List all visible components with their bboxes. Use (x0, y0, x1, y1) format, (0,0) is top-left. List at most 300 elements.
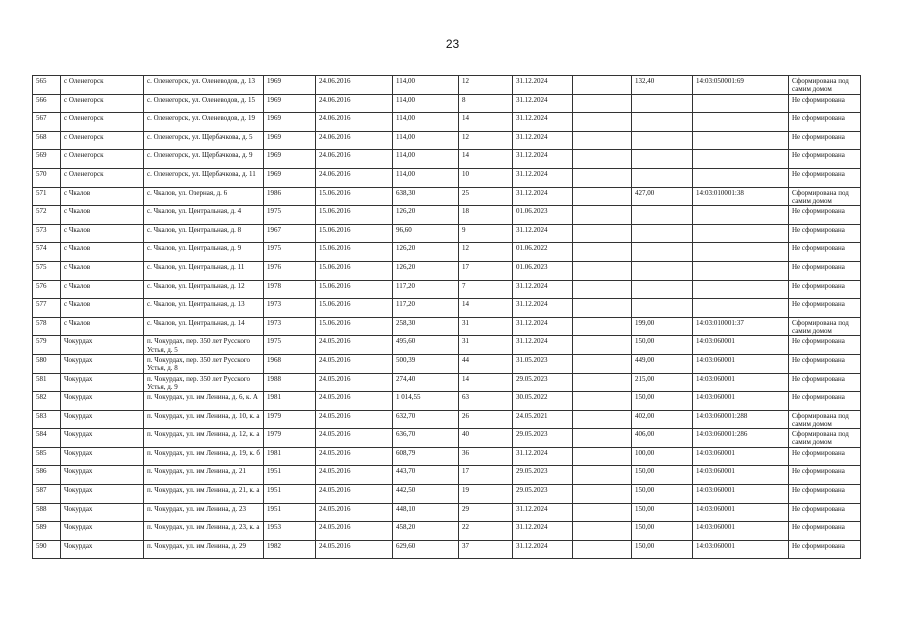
cell-residents: 14 (459, 299, 513, 318)
cell-survey-date: 24.05.2016 (316, 485, 393, 504)
cell-deadline: 30.05.2022 (513, 392, 573, 411)
cell-land-status: Не сформирована (789, 224, 861, 243)
cell-cadastral-number (693, 206, 789, 225)
cell-build-year: 1969 (264, 113, 316, 132)
cell-row-number: 580 (33, 354, 61, 373)
table-row (33, 76, 861, 95)
cell-empty-col (573, 392, 632, 411)
cell-empty-col (573, 243, 632, 262)
cell-land-status: Не сформирована (789, 503, 861, 522)
cell-settlement: с Чкалов (61, 261, 144, 280)
cell-row-number: 575 (33, 261, 61, 280)
cell-address: п. Чокурдах, пер. 350 лет Русского Устья, д. 8 (144, 354, 264, 373)
cell-build-year: 1968 (264, 354, 316, 373)
cell-cadastral-number: 14:03:060001 (693, 373, 789, 392)
cell-build-year: 1978 (264, 280, 316, 299)
cell-area: 500,39 (393, 354, 459, 373)
cell-survey-date: 24.05.2016 (316, 354, 393, 373)
cell-land-area: 150,00 (632, 392, 693, 411)
cell-survey-date: 24.05.2016 (316, 522, 393, 541)
cell-settlement: Чокурдах (61, 410, 144, 429)
cell-residents: 14 (459, 113, 513, 132)
cell-land-status: Не сформирована (789, 150, 861, 169)
cell-deadline: 29.05.2023 (513, 485, 573, 504)
cell-settlement: с Чкалов (61, 224, 144, 243)
cell-row-number: 590 (33, 540, 61, 559)
cell-settlement: Чокурдах (61, 540, 144, 559)
cell-land-area (632, 243, 693, 262)
cell-land-status: Не сформирована (789, 168, 861, 187)
cell-cadastral-number (693, 224, 789, 243)
cell-land-status: Сформирована под самим домом (789, 410, 861, 429)
cell-land-area: 150,00 (632, 540, 693, 559)
cell-deadline: 24.05.2021 (513, 410, 573, 429)
cell-land-status: Не сформирована (789, 392, 861, 411)
cell-row-number: 578 (33, 317, 61, 336)
table-row (33, 392, 861, 411)
cell-row-number: 565 (33, 76, 61, 95)
cell-build-year: 1975 (264, 336, 316, 355)
cell-empty-col (573, 150, 632, 169)
cell-build-year: 1988 (264, 373, 316, 392)
table-row (33, 224, 861, 243)
cell-build-year: 1979 (264, 410, 316, 429)
cell-settlement: Чокурдах (61, 354, 144, 373)
cell-cadastral-number (693, 131, 789, 150)
cell-empty-col (573, 354, 632, 373)
table-row (33, 131, 861, 150)
cell-survey-date: 24.05.2016 (316, 410, 393, 429)
cell-land-area: 150,00 (632, 466, 693, 485)
cell-settlement: с Чкалов (61, 280, 144, 299)
cell-land-status: Сформирована под самим домом (789, 429, 861, 448)
cell-land-status: Сформирована под самим домом (789, 317, 861, 336)
cell-cadastral-number: 14:03:060001:286 (693, 429, 789, 448)
cell-cadastral-number: 14:03:060001 (693, 354, 789, 373)
cell-deadline: 31.12.2024 (513, 336, 573, 355)
cell-deadline: 31.12.2024 (513, 224, 573, 243)
cell-cadastral-number: 14:03:050001:69 (693, 76, 789, 95)
cell-area: 632,70 (393, 410, 459, 429)
cell-row-number: 586 (33, 466, 61, 485)
cell-land-status: Сформирована под самим домом (789, 187, 861, 206)
cell-cadastral-number: 14:03:010001:37 (693, 317, 789, 336)
cell-land-area (632, 150, 693, 169)
cell-area: 117,20 (393, 299, 459, 318)
cell-settlement: Чокурдах (61, 429, 144, 448)
cell-cadastral-number: 14:03:060001 (693, 466, 789, 485)
cell-build-year: 1975 (264, 243, 316, 262)
cell-survey-date: 24.05.2016 (316, 373, 393, 392)
cell-empty-col (573, 485, 632, 504)
cell-build-year: 1982 (264, 540, 316, 559)
cell-survey-date: 24.06.2016 (316, 76, 393, 95)
cell-empty-col (573, 168, 632, 187)
cell-empty-col (573, 280, 632, 299)
cell-deadline: 31.12.2024 (513, 113, 573, 132)
table-row (33, 522, 861, 541)
cell-land-status: Не сформирована (789, 261, 861, 280)
cell-address: с. Чкалов, ул. Центральная, д. 14 (144, 317, 264, 336)
cell-row-number: 572 (33, 206, 61, 225)
cell-deadline: 31.12.2024 (513, 522, 573, 541)
cell-residents: 37 (459, 540, 513, 559)
cell-deadline: 31.12.2024 (513, 94, 573, 113)
cell-survey-date: 24.06.2016 (316, 168, 393, 187)
cell-deadline: 31.12.2024 (513, 150, 573, 169)
cell-residents: 31 (459, 336, 513, 355)
cell-residents: 36 (459, 447, 513, 466)
cell-area: 114,00 (393, 94, 459, 113)
cell-deadline: 31.12.2024 (513, 503, 573, 522)
cell-residents: 25 (459, 187, 513, 206)
cell-land-area (632, 261, 693, 280)
cell-address: с. Оленегорск, ул. Оленеводов, д. 13 (144, 76, 264, 95)
cell-empty-col (573, 317, 632, 336)
cell-deadline: 31.12.2024 (513, 299, 573, 318)
cell-survey-date: 24.05.2016 (316, 503, 393, 522)
cell-row-number: 571 (33, 187, 61, 206)
cell-land-area: 150,00 (632, 503, 693, 522)
cell-cadastral-number: 14:03:060001 (693, 485, 789, 504)
cell-address: п. Чокурдах, ул. им Ленина, д. 19, к. б (144, 447, 264, 466)
cell-land-status: Не сформирована (789, 466, 861, 485)
cell-settlement: Чокурдах (61, 373, 144, 392)
cell-empty-col (573, 410, 632, 429)
cell-address: с. Чкалов, ул. Центральная, д. 11 (144, 261, 264, 280)
cell-address: п. Чокурдах, ул. им Ленина, д. 6, к. А (144, 392, 264, 411)
table-row (33, 503, 861, 522)
cell-land-status: Не сформирована (789, 354, 861, 373)
cell-empty-col (573, 131, 632, 150)
cell-land-area (632, 113, 693, 132)
cell-settlement: Чокурдах (61, 485, 144, 504)
cell-empty-col (573, 336, 632, 355)
cell-area: 96,60 (393, 224, 459, 243)
cell-land-status: Не сформирована (789, 373, 861, 392)
cell-residents: 63 (459, 392, 513, 411)
table-row (33, 243, 861, 262)
cell-cadastral-number: 14:03:060001 (693, 540, 789, 559)
cell-residents: 44 (459, 354, 513, 373)
table-row (33, 466, 861, 485)
cell-build-year: 1973 (264, 317, 316, 336)
cell-residents: 12 (459, 76, 513, 95)
cell-settlement: с Чкалов (61, 206, 144, 225)
cell-cadastral-number: 14:03:060001 (693, 503, 789, 522)
cell-land-area: 132,40 (632, 76, 693, 95)
cell-residents: 10 (459, 168, 513, 187)
cell-address: п. Чокурдах, ул. им Ленина, д. 23, к. а (144, 522, 264, 541)
cell-row-number: 584 (33, 429, 61, 448)
cell-cadastral-number: 14:03:060001 (693, 522, 789, 541)
cell-residents: 7 (459, 280, 513, 299)
cell-address: с. Оленегорск, ул. Оленеводов, д. 15 (144, 94, 264, 113)
cell-build-year: 1967 (264, 224, 316, 243)
cell-land-status: Не сформирована (789, 113, 861, 132)
cell-empty-col (573, 299, 632, 318)
cell-address: с. Чкалов, ул. Центральная, д. 4 (144, 206, 264, 225)
table-row (33, 336, 861, 355)
table-row (33, 429, 861, 448)
cell-land-area: 427,00 (632, 187, 693, 206)
cell-address: с. Чкалов, ул. Центральная, д. 8 (144, 224, 264, 243)
cell-area: 114,00 (393, 131, 459, 150)
cell-land-status: Не сформирована (789, 485, 861, 504)
cell-row-number: 582 (33, 392, 61, 411)
cell-area: 636,70 (393, 429, 459, 448)
cell-land-area: 215,00 (632, 373, 693, 392)
table-row (33, 206, 861, 225)
cell-build-year: 1953 (264, 522, 316, 541)
cell-land-status: Не сформирована (789, 131, 861, 150)
cell-build-year: 1981 (264, 447, 316, 466)
cell-residents: 22 (459, 522, 513, 541)
cell-survey-date: 15.06.2016 (316, 206, 393, 225)
cell-land-area: 150,00 (632, 336, 693, 355)
cell-cadastral-number (693, 261, 789, 280)
cell-land-status: Сформирована под самим домом (789, 76, 861, 95)
cell-survey-date: 15.06.2016 (316, 299, 393, 318)
cell-empty-col (573, 113, 632, 132)
cell-survey-date: 24.05.2016 (316, 429, 393, 448)
cell-row-number: 581 (33, 373, 61, 392)
cell-residents: 14 (459, 150, 513, 169)
cell-address: п. Чокурдах, ул. им Ленина, д. 23 (144, 503, 264, 522)
cell-area: 448,10 (393, 503, 459, 522)
cell-land-area (632, 206, 693, 225)
cell-land-area (632, 280, 693, 299)
cell-empty-col (573, 522, 632, 541)
cell-settlement: с Чкалов (61, 187, 144, 206)
table-row (33, 280, 861, 299)
cell-cadastral-number (693, 243, 789, 262)
cell-build-year: 1951 (264, 485, 316, 504)
cell-address: с. Чкалов, ул. Центральная, д. 9 (144, 243, 264, 262)
cell-address: с. Чкалов, ул. Центральная, д. 13 (144, 299, 264, 318)
cell-address: с. Оленегорск, ул. Щербачкова, д. 9 (144, 150, 264, 169)
cell-empty-col (573, 261, 632, 280)
cell-build-year: 1973 (264, 299, 316, 318)
table-row (33, 299, 861, 318)
cell-survey-date: 24.05.2016 (316, 447, 393, 466)
cell-address: с. Оленегорск, ул. Оленеводов, д. 19 (144, 113, 264, 132)
cell-deadline: 31.12.2024 (513, 76, 573, 95)
cell-empty-col (573, 503, 632, 522)
cell-land-area (632, 224, 693, 243)
cell-survey-date: 24.06.2016 (316, 94, 393, 113)
cell-land-status: Не сформирована (789, 280, 861, 299)
cell-land-area: 150,00 (632, 522, 693, 541)
cell-residents: 19 (459, 485, 513, 504)
cell-survey-date: 15.06.2016 (316, 261, 393, 280)
cell-cadastral-number: 14:03:010001:38 (693, 187, 789, 206)
cell-residents: 9 (459, 224, 513, 243)
cell-settlement: Чокурдах (61, 336, 144, 355)
cell-address: п. Чокурдах, пер. 350 лет Русского Устья, д. 9 (144, 373, 264, 392)
cell-land-area: 150,00 (632, 485, 693, 504)
cell-land-status: Не сформирована (789, 243, 861, 262)
cell-build-year: 1969 (264, 76, 316, 95)
cell-area: 114,00 (393, 76, 459, 95)
cell-area: 442,50 (393, 485, 459, 504)
table-row (33, 540, 861, 559)
cell-deadline: 31.12.2024 (513, 317, 573, 336)
cell-deadline: 31.05.2023 (513, 354, 573, 373)
cell-residents: 18 (459, 206, 513, 225)
cell-land-status: Не сформирована (789, 522, 861, 541)
cell-land-status: Не сформирована (789, 206, 861, 225)
cell-residents: 8 (459, 94, 513, 113)
cell-area: 126,20 (393, 243, 459, 262)
cell-empty-col (573, 76, 632, 95)
cell-deadline: 29.05.2023 (513, 429, 573, 448)
table-row (33, 187, 861, 206)
cell-cadastral-number (693, 113, 789, 132)
cell-land-area (632, 299, 693, 318)
cell-land-area: 199,00 (632, 317, 693, 336)
cell-land-area: 402,00 (632, 410, 693, 429)
cell-build-year: 1986 (264, 187, 316, 206)
cell-address: с. Оленегорск, ул. Щербачкова, д. 11 (144, 168, 264, 187)
table-row (33, 410, 861, 429)
cell-empty-col (573, 540, 632, 559)
cell-land-status: Не сформирована (789, 447, 861, 466)
cell-survey-date: 24.06.2016 (316, 113, 393, 132)
cell-settlement: Чокурдах (61, 522, 144, 541)
cell-row-number: 589 (33, 522, 61, 541)
cell-land-area: 100,00 (632, 447, 693, 466)
cell-settlement: с Оленегорск (61, 113, 144, 132)
cell-area: 114,00 (393, 113, 459, 132)
cell-deadline: 01.06.2022 (513, 243, 573, 262)
cell-cadastral-number: 14:03:060001 (693, 336, 789, 355)
cell-row-number: 570 (33, 168, 61, 187)
cell-residents: 29 (459, 503, 513, 522)
cell-row-number: 566 (33, 94, 61, 113)
table-row (33, 261, 861, 280)
cell-survey-date: 24.05.2016 (316, 466, 393, 485)
cell-build-year: 1969 (264, 150, 316, 169)
cell-area: 126,20 (393, 261, 459, 280)
cell-deadline: 01.06.2023 (513, 206, 573, 225)
cell-empty-col (573, 94, 632, 113)
cell-survey-date: 24.06.2016 (316, 150, 393, 169)
table-row (33, 94, 861, 113)
cell-cadastral-number (693, 299, 789, 318)
cell-row-number: 585 (33, 447, 61, 466)
page-number: 23 (445, 37, 460, 51)
cell-settlement: с Оленегорск (61, 168, 144, 187)
cell-deadline: 01.06.2023 (513, 261, 573, 280)
cell-deadline: 31.12.2024 (513, 187, 573, 206)
cell-empty-col (573, 224, 632, 243)
cell-deadline: 31.12.2024 (513, 540, 573, 559)
cell-build-year: 1951 (264, 503, 316, 522)
cell-land-status: Не сформирована (789, 336, 861, 355)
cell-empty-col (573, 206, 632, 225)
cell-area: 629,60 (393, 540, 459, 559)
table-row (33, 485, 861, 504)
cell-row-number: 573 (33, 224, 61, 243)
table-row (33, 354, 861, 373)
cell-residents: 26 (459, 410, 513, 429)
cell-cadastral-number (693, 94, 789, 113)
cell-deadline: 29.05.2023 (513, 466, 573, 485)
cell-residents: 40 (459, 429, 513, 448)
cell-land-area: 449,00 (632, 354, 693, 373)
cell-row-number: 583 (33, 410, 61, 429)
cell-deadline: 31.12.2024 (513, 168, 573, 187)
cell-land-area (632, 168, 693, 187)
cell-row-number: 587 (33, 485, 61, 504)
registry-body (33, 76, 861, 559)
cell-residents: 12 (459, 243, 513, 262)
cell-row-number: 569 (33, 150, 61, 169)
cell-empty-col (573, 447, 632, 466)
cell-residents: 31 (459, 317, 513, 336)
cell-area: 114,00 (393, 150, 459, 169)
cell-settlement: с Чкалов (61, 299, 144, 318)
cell-land-area (632, 94, 693, 113)
cell-address: п. Чокурдах, пер. 350 лет Русского Устья, д. 5 (144, 336, 264, 355)
cell-area: 443,70 (393, 466, 459, 485)
cell-row-number: 576 (33, 280, 61, 299)
cell-land-area (632, 131, 693, 150)
cell-area: 117,20 (393, 280, 459, 299)
cell-cadastral-number (693, 150, 789, 169)
cell-address: с. Оленегорск, ул. Щербачкова, д. 5 (144, 131, 264, 150)
housing-registry-table (32, 75, 861, 559)
cell-land-status: Не сформирована (789, 299, 861, 318)
cell-survey-date: 15.06.2016 (316, 280, 393, 299)
cell-row-number: 579 (33, 336, 61, 355)
cell-cadastral-number (693, 168, 789, 187)
cell-area: 258,30 (393, 317, 459, 336)
cell-settlement: с Оленегорск (61, 131, 144, 150)
cell-build-year: 1976 (264, 261, 316, 280)
cell-area: 458,20 (393, 522, 459, 541)
table-row (33, 150, 861, 169)
cell-survey-date: 24.06.2016 (316, 131, 393, 150)
cell-area: 495,60 (393, 336, 459, 355)
cell-empty-col (573, 466, 632, 485)
cell-deadline: 31.12.2024 (513, 280, 573, 299)
cell-build-year: 1969 (264, 131, 316, 150)
cell-settlement: с Оленегорск (61, 150, 144, 169)
table-row (33, 113, 861, 132)
cell-build-year: 1979 (264, 429, 316, 448)
cell-build-year: 1981 (264, 392, 316, 411)
cell-residents: 12 (459, 131, 513, 150)
cell-address: с. Чкалов, ул. Озерная, д. 6 (144, 187, 264, 206)
cell-deadline: 31.12.2024 (513, 131, 573, 150)
cell-residents: 14 (459, 373, 513, 392)
cell-survey-date: 15.06.2016 (316, 224, 393, 243)
cell-area: 638,30 (393, 187, 459, 206)
cell-address: п. Чокурдах, ул. им Ленина, д. 29 (144, 540, 264, 559)
cell-area: 274,40 (393, 373, 459, 392)
cell-empty-col (573, 373, 632, 392)
cell-area: 608,79 (393, 447, 459, 466)
cell-row-number: 577 (33, 299, 61, 318)
cell-address: с. Чкалов, ул. Центральная, д. 12 (144, 280, 264, 299)
cell-empty-col (573, 187, 632, 206)
cell-row-number: 588 (33, 503, 61, 522)
cell-address: п. Чокурдах, ул. им Ленина, д. 10, к. а (144, 410, 264, 429)
cell-settlement: Чокурдах (61, 466, 144, 485)
cell-land-area: 406,00 (632, 429, 693, 448)
